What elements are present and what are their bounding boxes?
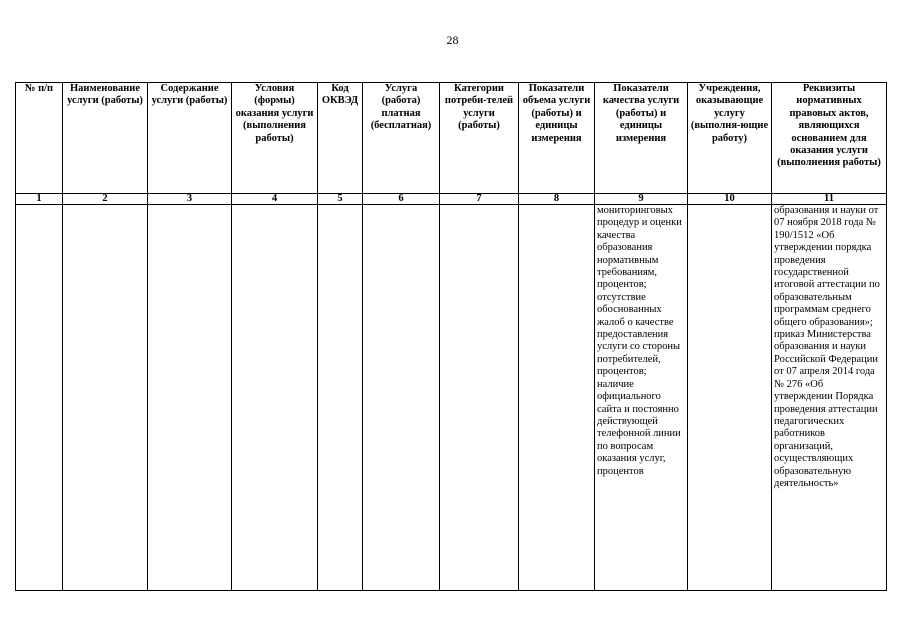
cell-empty	[63, 205, 148, 591]
header-cell: Реквизиты нормативных правовых актов, являющихся основанием для оказания услуги (выполнения работы)	[772, 83, 887, 194]
header-cell: Категории потреби-телей услуги (работы)	[440, 83, 519, 194]
column-number: 8	[519, 194, 595, 205]
cell-empty	[519, 205, 595, 591]
cell-empty	[363, 205, 440, 591]
cell-empty	[232, 205, 318, 591]
cell-empty	[688, 205, 772, 591]
services-table	[15, 82, 887, 591]
column-number: 10	[688, 194, 772, 205]
header-cell: Показатели качества услуги (работы) и единицы измерения	[595, 83, 688, 194]
column-number: 2	[63, 194, 148, 205]
header-cell: Учреждения, оказывающие услугу (выполня-ющие работу)	[688, 83, 772, 194]
header-cell: Содержание услуги (работы)	[148, 83, 232, 194]
header-cell: Показатели объема услуги (работы) и единицы измерения	[519, 83, 595, 194]
legal-acts-cell: образования и науки от 07 ноября 2018 года № 190/1512 «Об утверждении порядка проведения государственной итоговой аттестации по образовательным программам среднего общего образования»; приказ Министерства образования и науки Российской Федерации от 07 апреля 2014 года № 276 «Об утверждении Порядка проведения аттестации педагогических работников организаций, осуществляющих образовательную деятельность»	[772, 205, 887, 591]
cell-empty	[440, 205, 519, 591]
column-number-row	[16, 194, 887, 205]
header-cell: Наименование услуги (работы)	[63, 83, 148, 194]
header-cell: Услуга (работа) платная (бесплатная)	[363, 83, 440, 194]
column-number: 3	[148, 194, 232, 205]
header-row	[16, 83, 887, 194]
cell-empty	[318, 205, 363, 591]
column-number: 4	[232, 194, 318, 205]
header-cell: Условия (формы) оказания услуги (выполнения работы)	[232, 83, 318, 194]
column-number: 6	[363, 194, 440, 205]
column-number: 5	[318, 194, 363, 205]
quality-indicators-cell: мониторинговых процедур и оценки качества образования нормативным требованиям, процентов; отсутствие обоснованных жалоб о качестве предоставления услуги со стороны потребителей, процентов; наличие официального сайта и постоянно действующей телефонной линии по вопросам оказания услуг, процентов	[595, 205, 688, 591]
column-number: 1	[16, 194, 63, 205]
page-number: 28	[446, 33, 459, 47]
column-number: 11	[772, 194, 887, 205]
column-number: 9	[595, 194, 688, 205]
cell-empty	[16, 205, 63, 591]
cell-empty	[148, 205, 232, 591]
header-cell: Код ОКВЭД	[318, 83, 363, 194]
header-cell: № п/п	[16, 83, 63, 194]
column-number: 7	[440, 194, 519, 205]
table-row	[16, 205, 887, 591]
